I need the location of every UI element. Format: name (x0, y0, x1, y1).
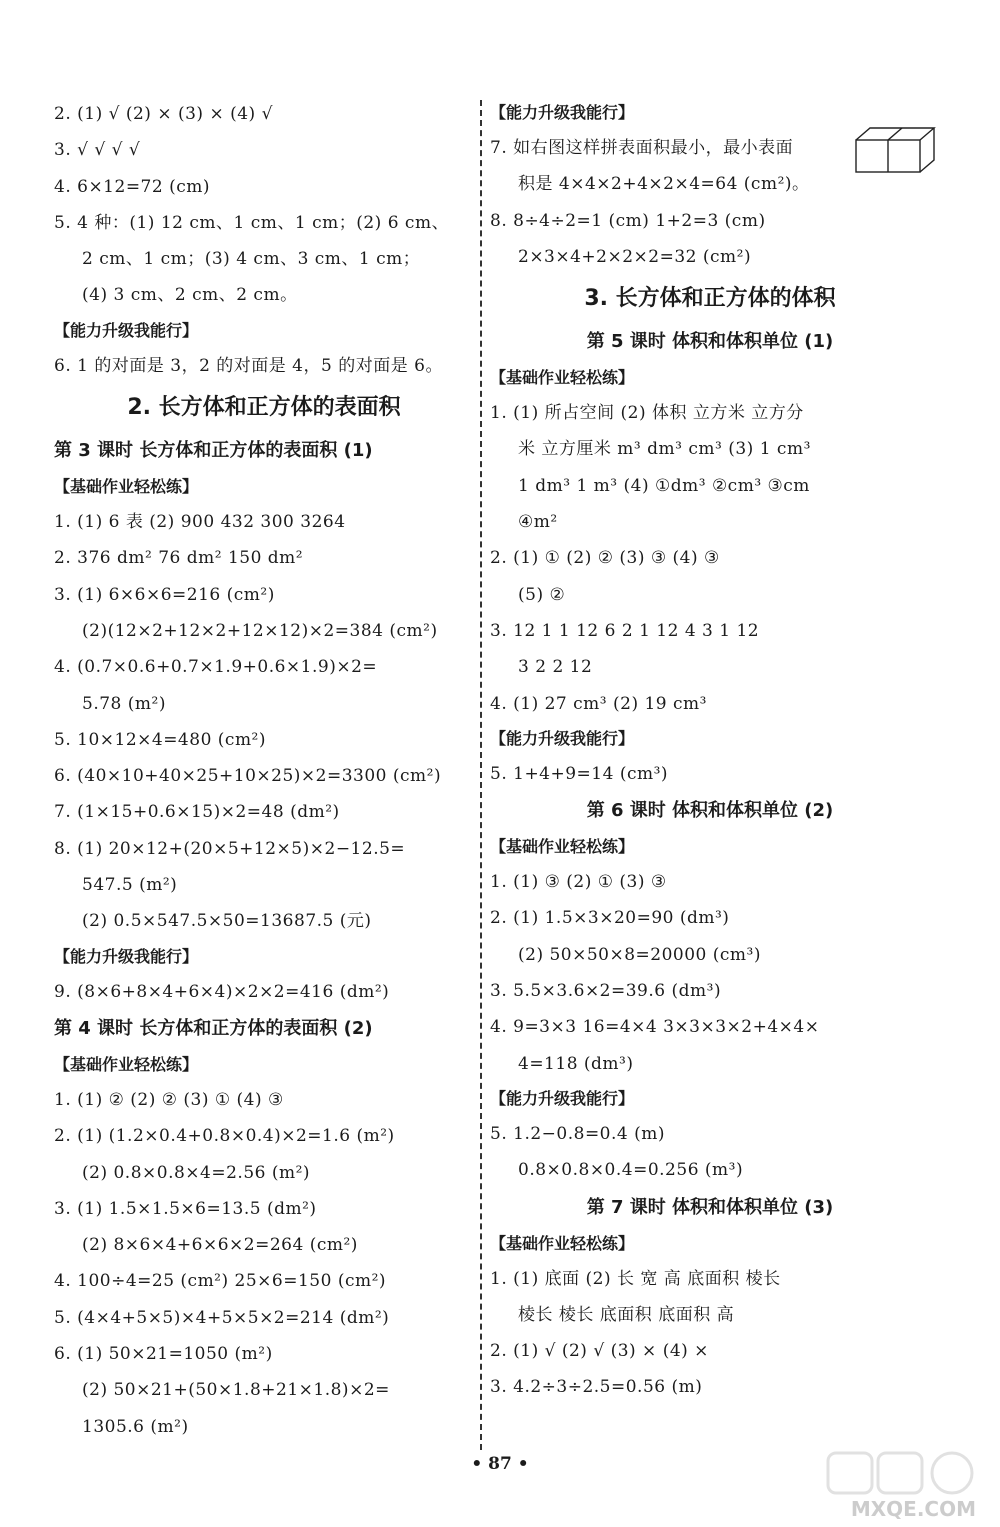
answer-line: 6. (40×10+40×25+10×25)×2=3300 (cm²) (54, 766, 442, 787)
answer-line: 7. 如右图这样拼表面积最小，最小表面 (490, 138, 794, 158)
basic-tag: 【基础作业轻松练】 (54, 1054, 199, 1074)
watermark-text: MXQE.COM (850, 1497, 976, 1521)
answer-line: 1 dm³ 1 m³ (4) ①dm³ ②cm³ ③cm (518, 475, 810, 496)
answer-line: 2. (1) (1.2×0.4+0.8×0.4)×2=1.6 (m²) (54, 1126, 395, 1147)
answer-line: 5. 4 种：(1) 12 cm、1 cm、1 cm；(2) 6 cm、 (54, 212, 450, 233)
lesson-title: 第 5 课时 体积和体积单位 (1) (586, 331, 834, 353)
answer-line: 4. 6×12=72 (cm) (54, 176, 211, 197)
ability-tag: 【能力升级我能行】 (490, 728, 635, 748)
answer-line: 3. 12 1 1 12 6 2 1 12 4 3 1 12 (490, 620, 760, 641)
answer-line: 5. 1.2−0.8=0.4 (m) (490, 1123, 666, 1144)
section-title: 2. 长方体和正方体的表面积 (127, 395, 401, 421)
lesson-title: 第 6 课时 体积和体积单位 (2) (586, 800, 834, 822)
left-column (54, 96, 474, 1445)
answer-line: 6. (1) 50×21=1050 (m²) (54, 1344, 273, 1365)
answer-line: 1. (1) 所占空间 (2) 体积 立方米 立方分 (490, 403, 804, 424)
ability-tag: 【能力升级我能行】 (54, 946, 199, 966)
answer-line: (2) 0.5×547.5×50=13687.5 (元) (82, 911, 372, 932)
answer-line: 2. (1) √ (2) × (3) × (4) √ (54, 104, 273, 124)
basic-tag: 【基础作业轻松练】 (490, 368, 635, 388)
answer-line: 3. (1) 6×6×6=216 (cm²) (54, 584, 275, 605)
lesson-title: 第 7 课时 体积和体积单位 (3) (586, 1196, 834, 1218)
answer-line: (2) 50×21+(50×1.8+21×1.8)×2= (82, 1380, 390, 1401)
answer-line: 4. 9=3×3 16=4×4 3×3×3×2+4×4× (490, 1017, 820, 1038)
answer-line: 4. (1) 27 cm³ (2) 19 cm³ (490, 693, 707, 714)
answer-line: 5.78 (m²) (82, 693, 166, 714)
answer-line: 2. 376 dm² 76 dm² 150 dm² (54, 548, 304, 569)
answer-line: 2. (1) 1.5×3×20=90 (dm³) (490, 908, 730, 929)
answer-line: 1. (1) ③ (2) ① (3) ③ (490, 872, 667, 893)
answer-line: 547.5 (m²) (82, 875, 178, 896)
page-number: • 87 • (471, 1454, 529, 1474)
answer-line: 5. (4×4+5×5)×4+5×5×2=214 (dm²) (54, 1307, 390, 1328)
answer-line: 3. 5.5×3.6×2=39.6 (dm³) (490, 981, 722, 1002)
answer-line: 3. √ √ √ √ (54, 140, 141, 161)
lesson-title: 第 3 课时 长方体和正方体的表面积 (1) (54, 440, 373, 462)
column-divider (480, 100, 482, 1450)
answer-line: (2) 8×6×4+6×6×2=264 (cm²) (82, 1235, 358, 1256)
basic-tag: 【基础作业轻松练】 (490, 837, 635, 857)
answer-line: 积是 4×4×2+4×2×4=64 (cm²)。 (518, 174, 810, 195)
answer-line: (5) ② (518, 584, 566, 605)
ability-tag: 【能力升级我能行】 (490, 1088, 635, 1108)
answer-line: 4. (0.7×0.6+0.7×1.9+0.6×1.9)×2= (54, 657, 378, 678)
ability-tag: 【能力升级我能行】 (490, 103, 635, 122)
answer-line: 7. (1×15+0.6×15)×2=48 (dm²) (54, 802, 340, 823)
answer-line: 2×3×4+2×2×2=32 (cm²) (518, 246, 752, 267)
answer-line: 3. 4.2÷3÷2.5=0.56 (m) (490, 1377, 703, 1398)
section-title: 3. 长方体和正方体的体积 (584, 286, 836, 312)
answer-line: 1305.6 (m²) (82, 1416, 189, 1437)
answer-line: 2. (1) √ (2) √ (3) × (4) × (490, 1341, 709, 1362)
answer-line: (2)(12×2+12×2+12×12)×2=384 (cm²) (82, 620, 438, 641)
answer-line: 0.8×0.8×0.4=0.256 (m³) (518, 1160, 744, 1181)
answer-line: 1. (1) 底面 (2) 长 宽 高 底面积 棱长 (490, 1268, 781, 1289)
answer-line: 4=118 (dm³) (518, 1053, 634, 1074)
answer-line: 1. (1) ② (2) ② (3) ① (4) ③ (54, 1089, 284, 1110)
ability-tag: 【能力升级我能行】 (54, 320, 199, 340)
answer-line: (2) 50×50×8=20000 (cm³) (518, 944, 762, 965)
answer-line: 2 cm、1 cm；(3) 4 cm、3 cm、1 cm； (82, 249, 421, 270)
answer-line: 1. (1) 6 表 (2) 900 432 300 3264 (54, 512, 346, 533)
answer-line: 5. 1+4+9=14 (cm³) (490, 763, 669, 784)
answer-line: 9. (8×6+8×4+6×4)×2×2=416 (dm²) (54, 981, 390, 1002)
answer-line: (4) 3 cm、2 cm、2 cm。 (82, 285, 298, 306)
answer-line: ④m² (518, 512, 558, 533)
answer-line: 8. (1) 20×12+(20×5+12×5)×2−12.5= (54, 838, 406, 859)
basic-tag: 【基础作业轻松练】 (54, 477, 199, 497)
answer-line: 6. 1 的对面是 3，2 的对面是 4，5 的对面是 6。 (54, 355, 443, 376)
answer-line: 3. (1) 1.5×1.5×6=13.5 (dm²) (54, 1198, 317, 1219)
combined-cuboid-figure (854, 126, 938, 174)
basic-tag: 【基础作业轻松练】 (490, 1233, 635, 1253)
answer-line: 棱长 棱长 底面积 底面积 高 (518, 1304, 735, 1325)
lesson-title: 第 4 课时 长方体和正方体的表面积 (2) (54, 1017, 373, 1039)
answer-line: 8. 8÷4÷2=1 (cm) 1+2=3 (cm) (490, 210, 766, 231)
answer-line: 4. 100÷4=25 (cm²) 25×6=150 (cm²) (54, 1271, 387, 1292)
answer-line: 米 立方厘米 m³ dm³ cm³ (3) 1 cm³ (518, 439, 811, 460)
answer-line: 2. (1) ① (2) ② (3) ③ (4) ③ (490, 548, 720, 569)
answer-line: (2) 0.8×0.8×4=2.56 (m²) (82, 1162, 311, 1183)
answer-line: 5. 10×12×4=480 (cm²) (54, 729, 267, 750)
right-column (490, 96, 930, 1406)
answer-line: 3 2 2 12 (518, 657, 593, 678)
